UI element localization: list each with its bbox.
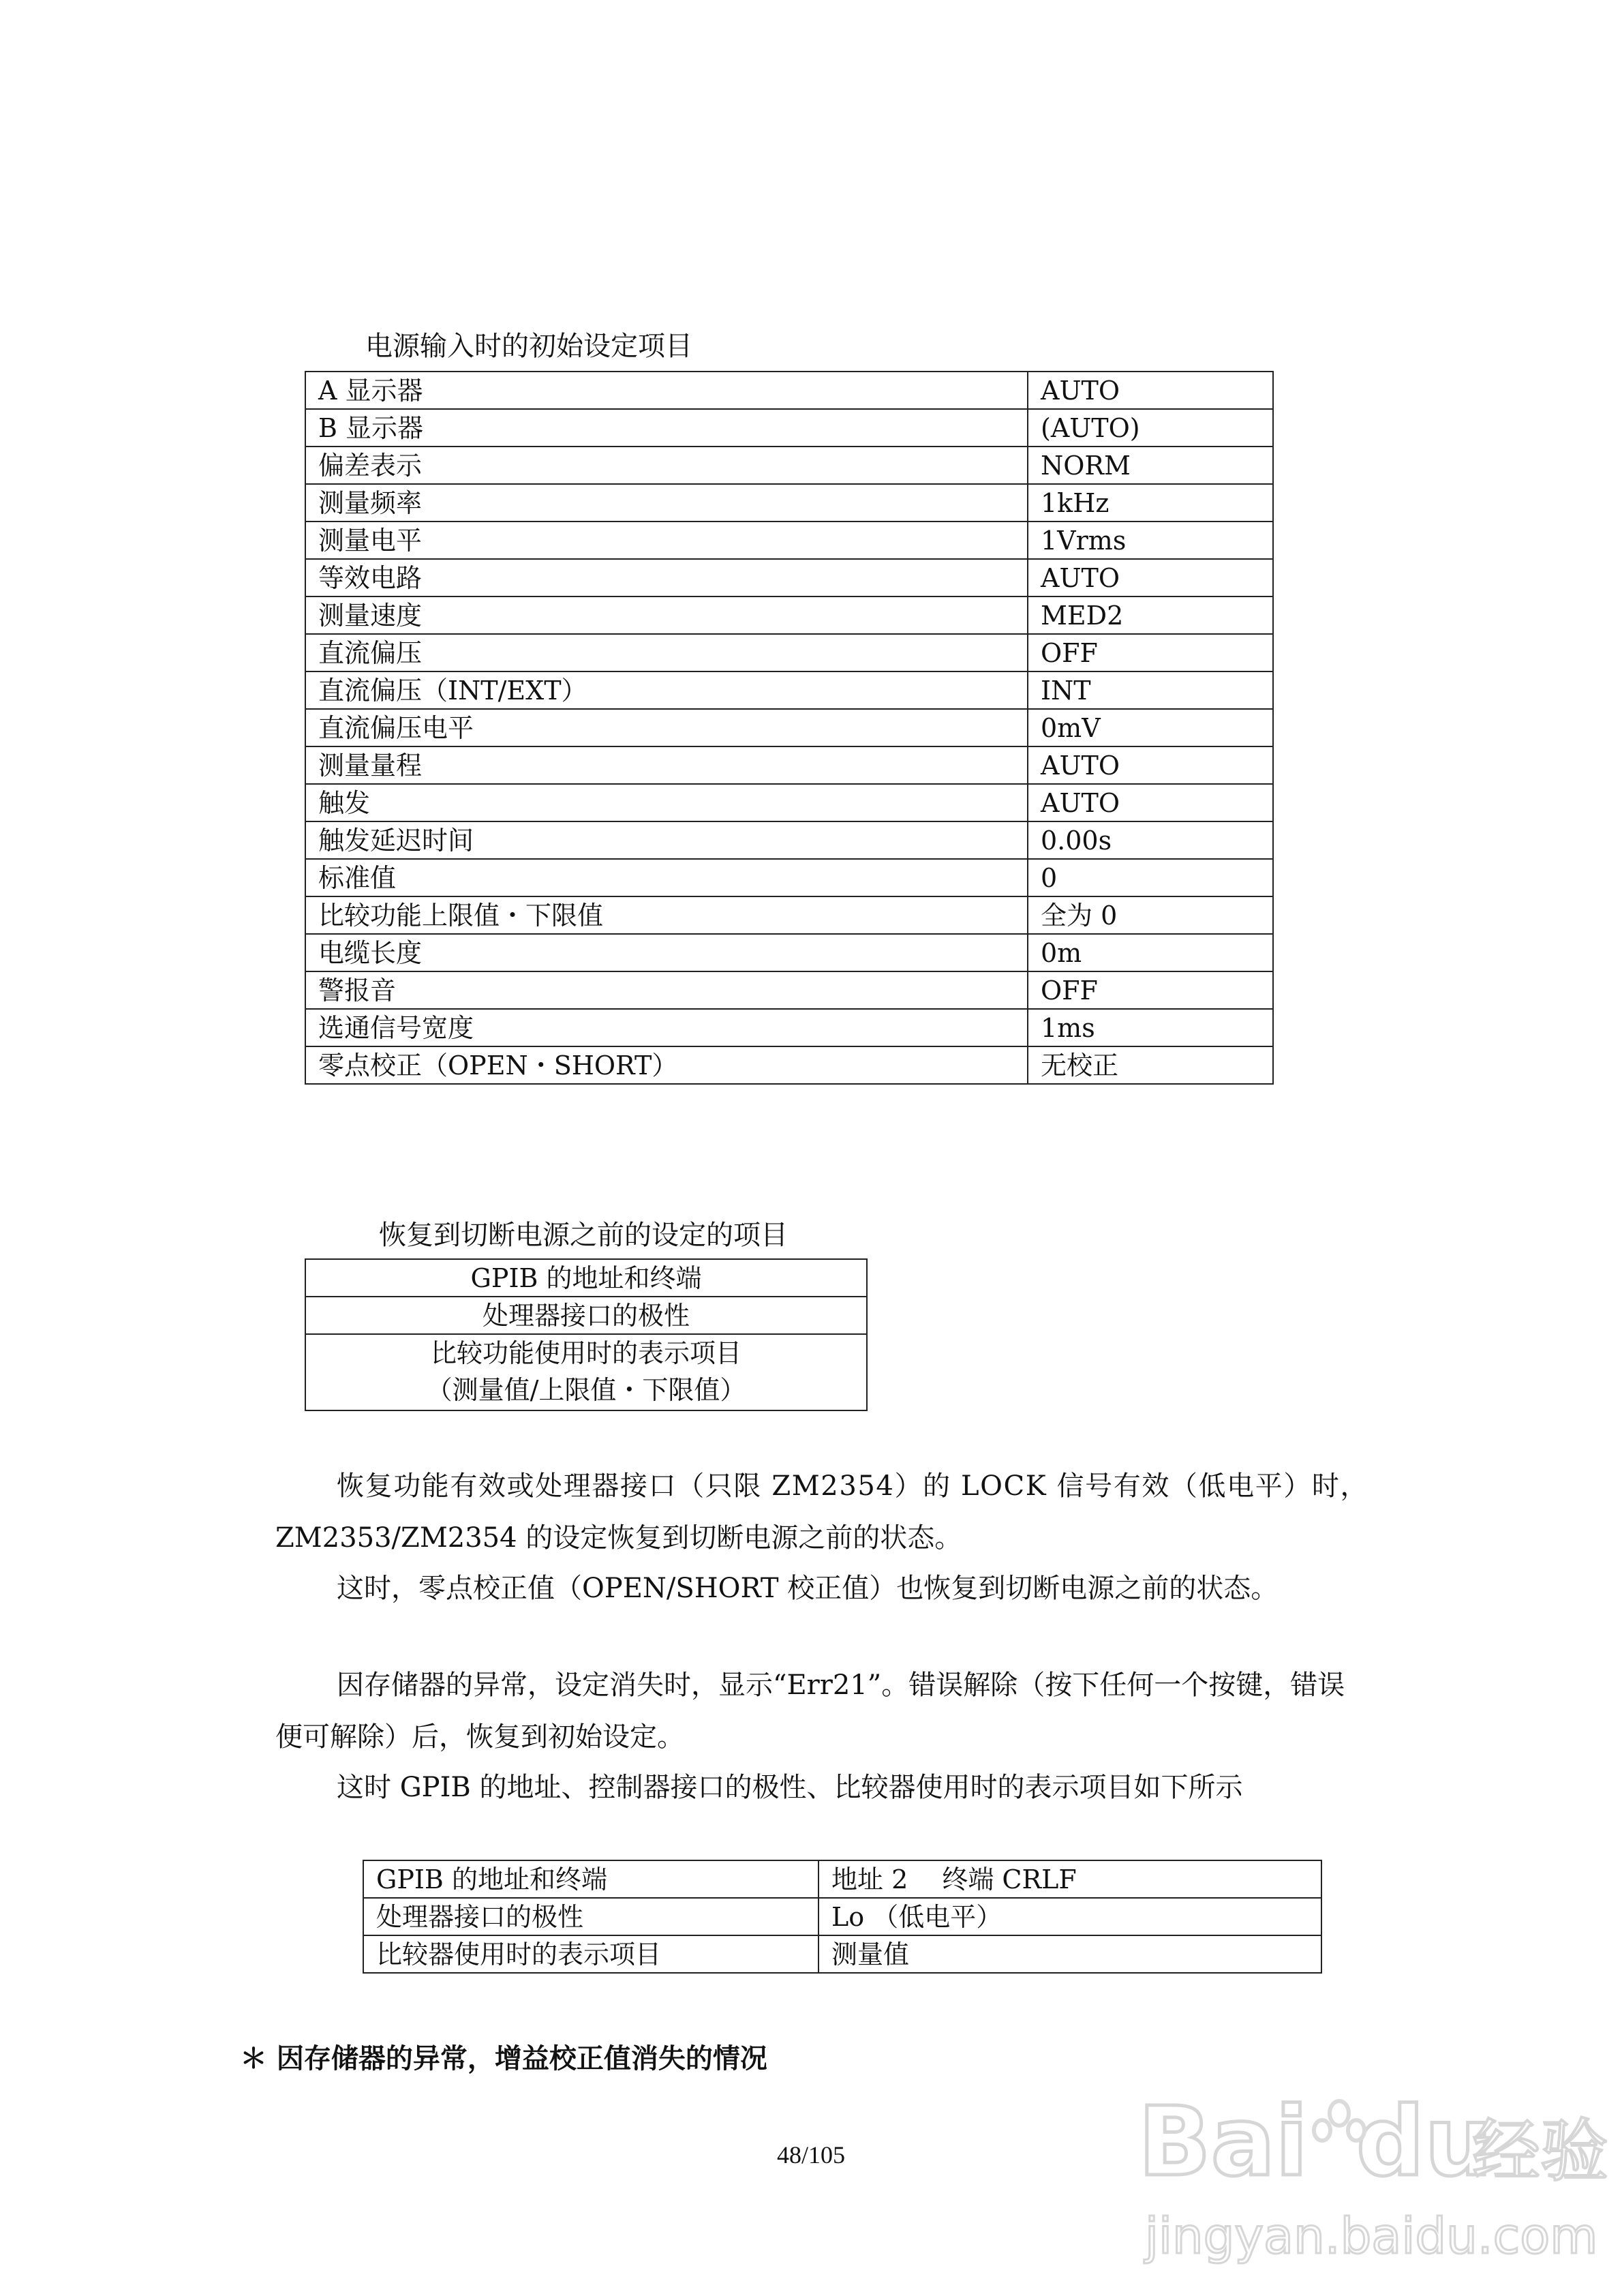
setting-name: 测量频率 <box>305 484 1028 522</box>
table-row <box>305 971 1273 1009</box>
default-value: 测量值 <box>818 1935 1321 1973</box>
setting-name: 标准值 <box>305 859 1028 896</box>
restore-item: GPIB 的地址和终端 <box>305 1259 867 1297</box>
table-row <box>305 372 1273 409</box>
setting-name: 测量量程 <box>305 746 1028 784</box>
table-row <box>363 1898 1321 1935</box>
table-row <box>305 859 1273 896</box>
restore-item-line: 比较功能使用时的表示项目 <box>430 1338 741 1369</box>
table-row <box>305 484 1273 522</box>
svg-text:du: du <box>1356 2087 1493 2198</box>
restore-items-table <box>305 1258 868 1411</box>
table-row <box>305 1259 867 1297</box>
paragraph-line: 恢复功能有效或处理器接口（只限 ZM2354）的 LOCK 信号有效（低电平）时， <box>337 1470 1369 1502</box>
setting-name: A 显示器 <box>305 372 1028 409</box>
table-row <box>305 746 1273 784</box>
setting-value: INT <box>1028 671 1273 709</box>
setting-value: AUTO <box>1028 784 1273 821</box>
setting-name: 测量电平 <box>305 522 1028 559</box>
table-row <box>305 447 1273 484</box>
page-number: 48/105 <box>777 2141 846 2169</box>
table-row <box>305 1334 867 1410</box>
table-row <box>305 634 1273 671</box>
table-row <box>305 409 1273 447</box>
setting-value: AUTO <box>1028 559 1273 596</box>
default-value: 地址 2 终端 CRLF <box>818 1860 1321 1898</box>
init-settings-table <box>305 371 1274 1085</box>
paragraph-line: 这时，零点校正值（OPEN/SHORT 校正值）也恢复到切断电源之前的状态。 <box>337 1573 1279 1604</box>
note-heading: ＊ 因存储器的异常，增益校正值消失的情况 <box>240 2043 767 2074</box>
setting-value: NORM <box>1028 447 1273 484</box>
default-values-table <box>363 1860 1322 1974</box>
setting-value: MED2 <box>1028 596 1273 634</box>
setting-name: 选通信号宽度 <box>305 1009 1028 1046</box>
setting-value: 0.00s <box>1028 821 1273 859</box>
setting-value: 0mV <box>1028 709 1273 746</box>
setting-value: 全为 0 <box>1028 896 1273 934</box>
setting-name: 直流偏压 <box>305 634 1028 671</box>
setting-name: 比较功能上限值・下限值 <box>305 896 1028 934</box>
table-row <box>305 709 1273 746</box>
setting-name: 触发延迟时间 <box>305 821 1028 859</box>
setting-value: 0 <box>1028 859 1273 896</box>
svg-text:Bai: Bai <box>1138 2087 1309 2198</box>
init-settings-body <box>305 372 1273 1084</box>
setting-value: OFF <box>1028 971 1273 1009</box>
restore-item-line: （测量值/上限值・下限值） <box>426 1375 746 1405</box>
table-row <box>305 934 1273 971</box>
setting-value: 无校正 <box>1028 1046 1273 1084</box>
default-value: Lo （低电平） <box>818 1898 1321 1935</box>
restore-item: 处理器接口的极性 <box>305 1297 867 1334</box>
table-row <box>305 1009 1273 1046</box>
setting-value: AUTO <box>1028 746 1273 784</box>
table-row <box>305 1046 1273 1084</box>
default-item: GPIB 的地址和终端 <box>363 1860 818 1898</box>
setting-name: B 显示器 <box>305 409 1028 447</box>
table-row <box>305 784 1273 821</box>
table-row <box>305 896 1273 934</box>
table-row <box>305 522 1273 559</box>
baidu-watermark-logo <box>1131 2072 1608 2277</box>
setting-name: 测量速度 <box>305 596 1028 634</box>
table-row <box>363 1860 1321 1898</box>
table-row <box>305 596 1273 634</box>
setting-name: 电缆长度 <box>305 934 1028 971</box>
setting-value: (AUTO) <box>1028 409 1273 447</box>
table-row <box>363 1935 1321 1973</box>
setting-name: 偏差表示 <box>305 447 1028 484</box>
setting-name: 警报音 <box>305 971 1028 1009</box>
setting-value: OFF <box>1028 634 1273 671</box>
table-row <box>305 821 1273 859</box>
setting-value: 1ms <box>1028 1009 1273 1046</box>
setting-name: 等效电路 <box>305 559 1028 596</box>
setting-name: 零点校正（OPEN・SHORT） <box>305 1046 1028 1084</box>
restore-table-caption: 恢复到切断电源之前的设定的项目 <box>379 1220 788 1251</box>
setting-value: 1kHz <box>1028 484 1273 522</box>
setting-value: 0m <box>1028 934 1273 971</box>
table-row <box>305 559 1273 596</box>
setting-name: 直流偏压电平 <box>305 709 1028 746</box>
paragraph-line: 便可解除）后，恢复到初始设定。 <box>275 1721 684 1753</box>
svg-text:经验: 经验 <box>1472 2111 1608 2191</box>
setting-value: AUTO <box>1028 372 1273 409</box>
table-row <box>305 1297 867 1334</box>
watermark-url: jingyan.baidu.com <box>1145 2207 1598 2265</box>
paragraph-line: 因存储器的异常，设定消失时，显示“Err21”。错误解除（按下任何一个按键，错误 <box>337 1670 1345 1701</box>
setting-value: 1Vrms <box>1028 522 1273 559</box>
setting-name: 触发 <box>305 784 1028 821</box>
table-row <box>305 671 1273 709</box>
paragraph-line: ZM2353/ZM2354 的设定恢复到切断电源之前的状态。 <box>275 1522 962 1554</box>
default-item: 比较器使用时的表示项目 <box>363 1935 818 1973</box>
default-item: 处理器接口的极性 <box>363 1898 818 1935</box>
restore-item <box>305 1334 867 1410</box>
init-table-caption: 电源输入时的初始设定项目 <box>365 331 692 362</box>
setting-name: 直流偏压（INT/EXT） <box>305 671 1028 709</box>
paragraph-line: 这时 GPIB 的地址、控制器接口的极性、比较器使用时的表示项目如下所示 <box>337 1772 1243 1803</box>
